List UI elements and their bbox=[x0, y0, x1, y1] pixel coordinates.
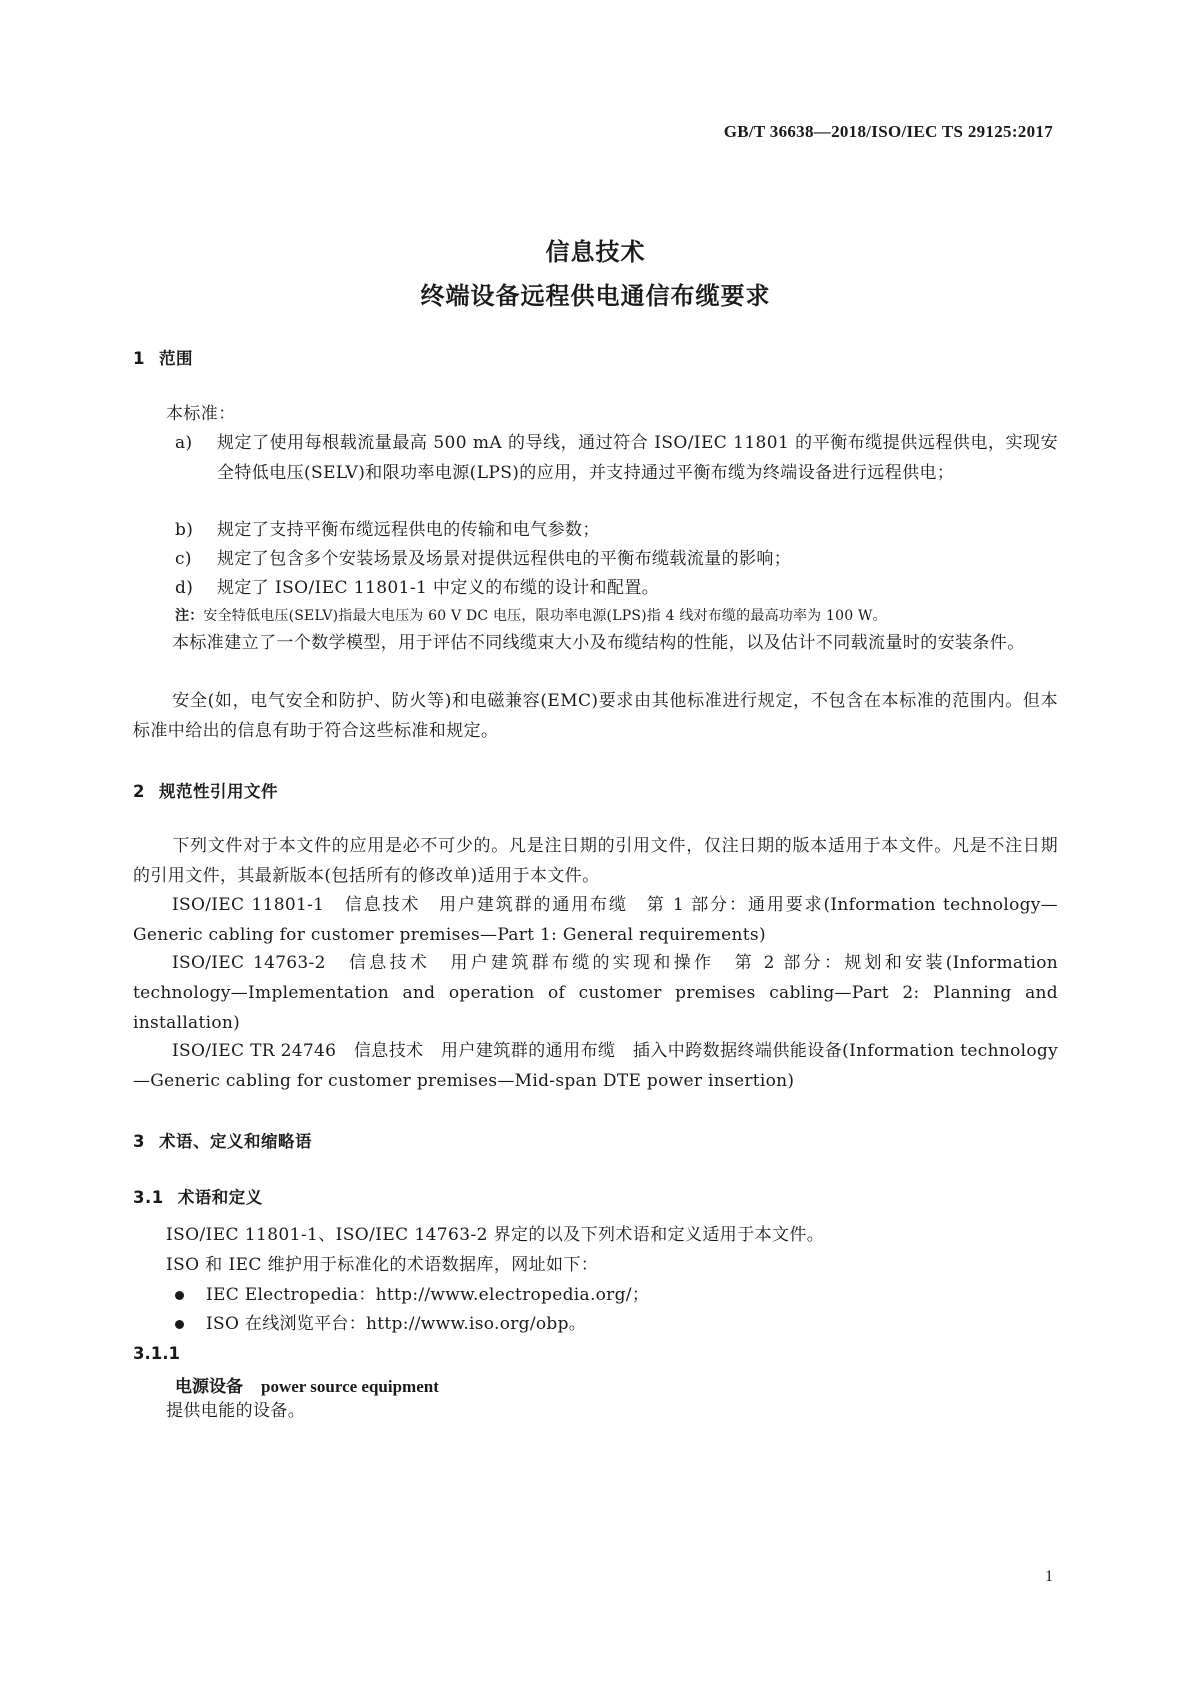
list-item bbox=[175, 515, 1058, 545]
subsection-3-1-heading bbox=[133, 1184, 263, 1208]
list-item bbox=[175, 428, 1058, 488]
list-item bbox=[175, 573, 1058, 603]
paragraph bbox=[133, 686, 1058, 746]
bullet-item bbox=[175, 1280, 649, 1310]
bullet-text: IEC Electropedia：http://www.electropedia.org/； bbox=[206, 1285, 650, 1305]
paragraph: ISO 和 IEC 维护用于标准化的术语数据库，网址如下： bbox=[166, 1255, 599, 1275]
bullet-item bbox=[175, 1309, 586, 1339]
standard-number: GB/T 36638—2018/ISO/IEC TS 29125:2017 bbox=[723, 122, 1053, 141]
title-line-1: 信息技术 bbox=[545, 238, 646, 266]
list-marker: c) bbox=[175, 549, 192, 569]
reference-item bbox=[133, 948, 1058, 1038]
section-2-heading bbox=[133, 778, 278, 802]
bullet-icon bbox=[175, 1320, 184, 1329]
list-text: 规定了使用每根载流量最高 500 mA 的导线，通过符合 ISO/IEC 11801 的平衡布缆提供远程供电，实现安全特低电压(SELV)和限功率电源(LPS)的应用，并支持通过平衡布缆为终端设备进行远程供电； bbox=[217, 433, 1058, 483]
scope-intro: 本标准： bbox=[166, 404, 236, 424]
list-marker: a) bbox=[175, 433, 193, 453]
subsection-title: 术语和定义 bbox=[177, 1188, 263, 1207]
reference-item bbox=[133, 1036, 1058, 1096]
reference-text: ISO/IEC TR 24746 信息技术 用户建筑群的通用布缆 插入中跨数据终端供能设备(Information technology—Generic cabling for customer premises—Mid-span DTE power insertion) bbox=[133, 1041, 1058, 1091]
note-text: 安全特低电压(SELV)指最大电压为 60 V DC 电压，限功率电源(LPS)指 4 线对布缆的最高功率为 100 W。 bbox=[203, 608, 887, 624]
section-3-heading bbox=[133, 1128, 312, 1152]
section-number: 1 bbox=[133, 349, 145, 368]
paragraph-text: 本标准建立了一个数学模型，用于评估不同线缆束大小及布缆结构的性能，以及估计不同载流量时的安装条件。 bbox=[172, 633, 1025, 653]
bullet-text: ISO 在线浏览平台：http://www.iso.org/obp。 bbox=[206, 1314, 587, 1334]
list-text: 规定了支持平衡布缆远程供电的传输和电气参数； bbox=[217, 520, 600, 540]
paragraph-text: 安全(如，电气安全和防护、防火等)和电磁兼容(EMC)要求由其他标准进行规定，不包含在本标准的范围内。但本标准中给出的信息有助于符合这些标准和规定。 bbox=[133, 691, 1058, 741]
section-title: 术语、定义和缩略语 bbox=[158, 1132, 312, 1151]
paragraph bbox=[133, 831, 1058, 891]
term-number: 3.1.1 bbox=[133, 1344, 180, 1363]
page-number: 1 bbox=[1045, 1568, 1053, 1585]
reference-text: ISO/IEC 14763-2 信息技术 用户建筑群布缆的实现和操作 第 2 部分：规划和安装(Information technology—Implementation and operation of customer premises cabling—Part 2: Planning and installation) bbox=[133, 953, 1058, 1033]
section-number: 2 bbox=[133, 782, 145, 801]
note-label: 注： bbox=[175, 608, 204, 624]
list-marker: b) bbox=[175, 520, 194, 540]
list-item bbox=[175, 544, 1058, 574]
bullet-icon bbox=[175, 1291, 184, 1300]
term-heading bbox=[175, 1372, 439, 1397]
title-line-2: 终端设备远程供电通信布缆要求 bbox=[420, 282, 771, 310]
list-text: 规定了 ISO/IEC 11801-1 中定义的布缆的设计和配置。 bbox=[217, 578, 660, 598]
reference-text: ISO/IEC 11801-1 信息技术 用户建筑群的通用布缆 第 1 部分：通用要求(Information technology—Generic cabling for customer premises—Part 1: General requirements) bbox=[133, 895, 1058, 945]
reference-item bbox=[133, 890, 1058, 950]
section-1-heading bbox=[133, 345, 193, 369]
paragraph bbox=[133, 628, 1058, 658]
term-name-cn: 电源设备 bbox=[175, 1377, 243, 1397]
list-text: 规定了包含多个安装场景及场景对提供远程供电的平衡布缆载流量的影响； bbox=[217, 549, 792, 569]
section-title: 范围 bbox=[158, 349, 193, 368]
subsection-number: 3.1 bbox=[133, 1188, 164, 1207]
section-number: 3 bbox=[133, 1132, 145, 1151]
paragraph: ISO/IEC 11801-1、ISO/IEC 14763-2 界定的以及下列术语和定义适用于本文件。 bbox=[166, 1225, 825, 1245]
note bbox=[175, 605, 887, 627]
term-definition: 提供电能的设备。 bbox=[166, 1401, 306, 1421]
term-name-en: power source equipment bbox=[261, 1377, 439, 1396]
section-title: 规范性引用文件 bbox=[158, 782, 278, 801]
paragraph-text: 下列文件对于本文件的应用是必不可少的。凡是注日期的引用文件，仅注日期的版本适用于本文件。凡是不注日期的引用文件，其最新版本(包括所有的修改单)适用于本文件。 bbox=[133, 836, 1058, 886]
list-marker: d) bbox=[175, 578, 194, 598]
